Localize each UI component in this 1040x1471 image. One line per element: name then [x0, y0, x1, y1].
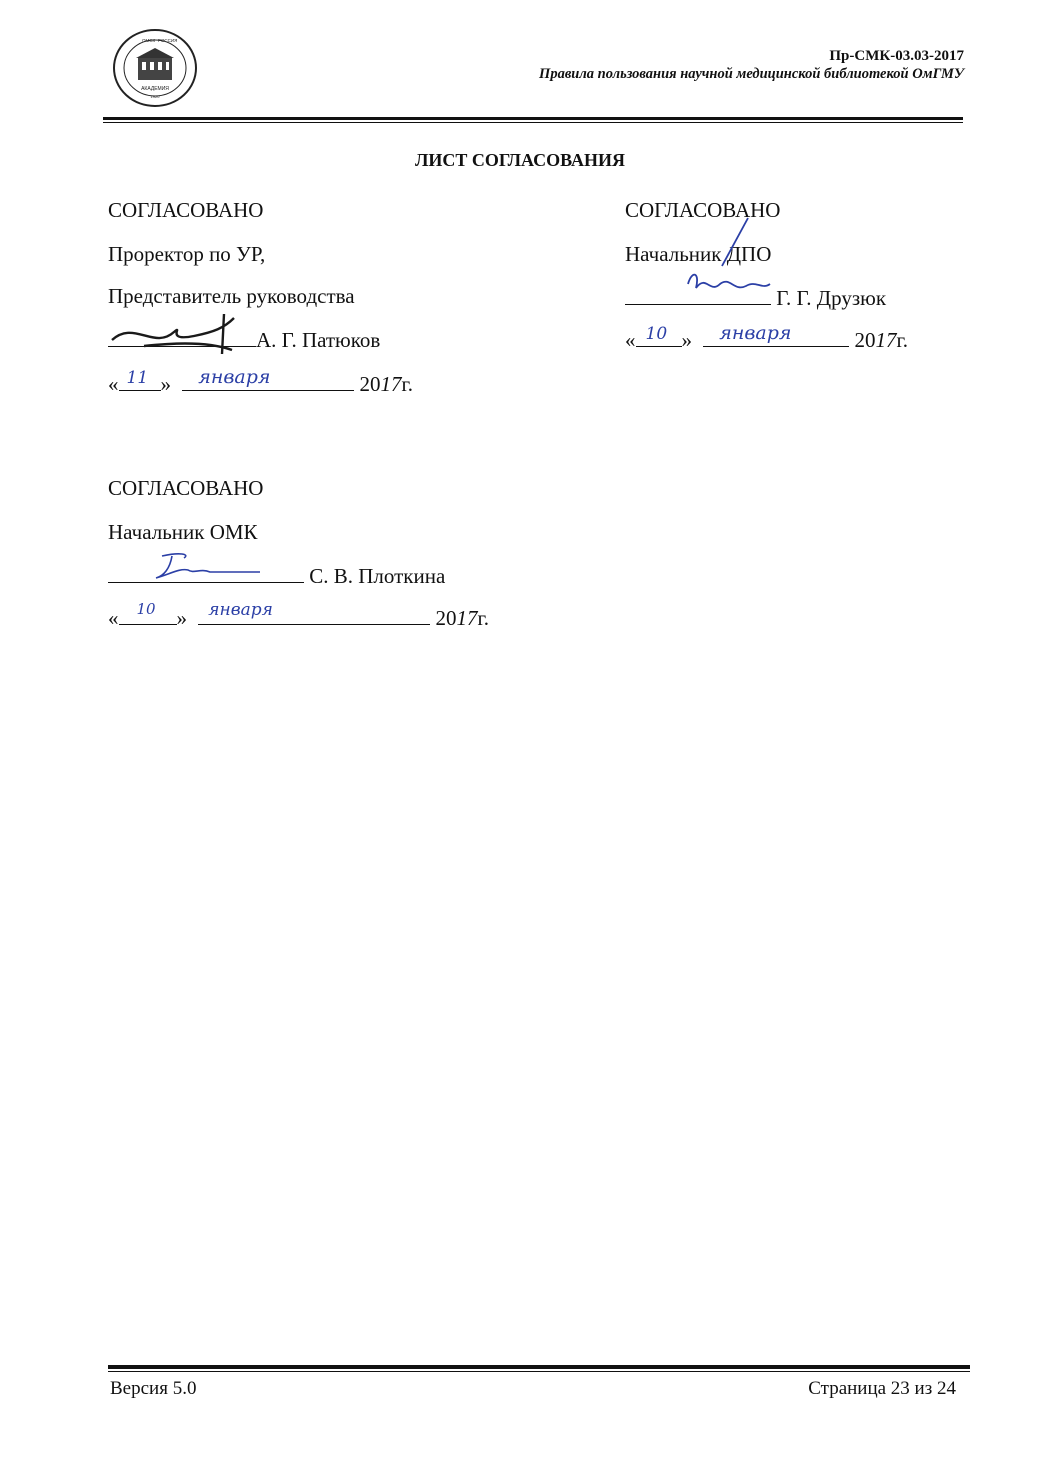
block1-year-hand: 17 — [380, 372, 402, 396]
block1-day: 11 — [126, 368, 149, 388]
footer-rule-thick — [108, 1365, 970, 1369]
academy-logo — [112, 28, 198, 108]
block1-name: А. Г. Патюков — [256, 328, 381, 352]
block1-role-line1: Проректор по УР, — [108, 242, 266, 266]
block1-day-blank — [119, 370, 161, 391]
block2-date-line — [625, 322, 908, 353]
block1-heading: СОГЛАСОВАНО — [108, 198, 264, 222]
header-rule-thick — [103, 117, 963, 120]
block2-heading: СОГЛАСОВАНО — [625, 198, 781, 222]
block3-year-prefix: 20 — [435, 606, 457, 630]
block2-quote-open: « — [625, 328, 636, 352]
header-rule-thin — [103, 122, 963, 123]
block2-year-prefix: 20 — [854, 328, 876, 352]
block3-month: января — [208, 600, 273, 620]
document-header-title: Правила пользования научной медицинской библиотекой ОмГМУ — [539, 66, 964, 82]
footer-version: Версия 5.0 — [110, 1378, 197, 1399]
block3-month-blank — [198, 600, 430, 625]
block2-name: Г. Г. Друзюк — [776, 286, 887, 310]
block2-year-hand: 17 — [875, 328, 897, 352]
block3-day-blank — [119, 600, 177, 625]
block3-name: С. В. Плоткина — [309, 564, 446, 588]
logo-text-city: ОМСК — [142, 38, 156, 43]
block3-year-hand: 17 — [456, 606, 478, 630]
block1-date-line — [108, 366, 413, 397]
block1-signature — [104, 310, 254, 358]
block3-signature-blank — [108, 562, 304, 583]
block2-day: 10 — [645, 324, 668, 344]
block1-year-prefix: 20 — [359, 372, 381, 396]
block1-quote-close: » — [160, 372, 171, 396]
block3-year-suffix: г. — [477, 606, 489, 630]
logo-text-academy: АКАДЕМИЯ — [141, 86, 169, 92]
page-title: ЛИСТ СОГЛАСОВАНИЯ — [414, 150, 626, 170]
block2-signature-blank — [625, 284, 771, 305]
block3-heading: СОГЛАСОВАНО — [108, 476, 264, 500]
block1-quote-open: « — [108, 372, 119, 396]
block3-quote-open: « — [108, 606, 119, 630]
block1-month: января — [198, 366, 271, 388]
block3-day: 10 — [136, 600, 156, 618]
footer-page-number: Страница 23 из 24 — [808, 1378, 956, 1399]
block2-day-blank — [636, 326, 682, 347]
block2-signature-line — [625, 284, 886, 311]
logo-text-year: 1920 — [150, 94, 160, 99]
block1-year-suffix: г. — [401, 372, 413, 396]
document-code: Пр-СМК-03.03-2017 — [829, 48, 964, 64]
block2-role-line1: Начальник ДПО — [625, 242, 772, 266]
block3-signature-line — [108, 562, 445, 589]
block1-month-blank — [182, 366, 354, 391]
footer-rule-thin — [108, 1371, 970, 1372]
logo-text-country: РОССИЯ — [158, 38, 178, 43]
block2-month-blank — [703, 322, 849, 347]
block3-date-line — [108, 600, 489, 631]
block1-role-line2: Представитель руководства — [108, 284, 355, 308]
block3-role-line1: Начальник ОМК — [108, 520, 258, 544]
block2-quote-close: » — [681, 328, 692, 352]
block2-month: января — [719, 322, 792, 344]
block2-year-suffix: г. — [896, 328, 908, 352]
block3-quote-close: » — [176, 606, 187, 630]
